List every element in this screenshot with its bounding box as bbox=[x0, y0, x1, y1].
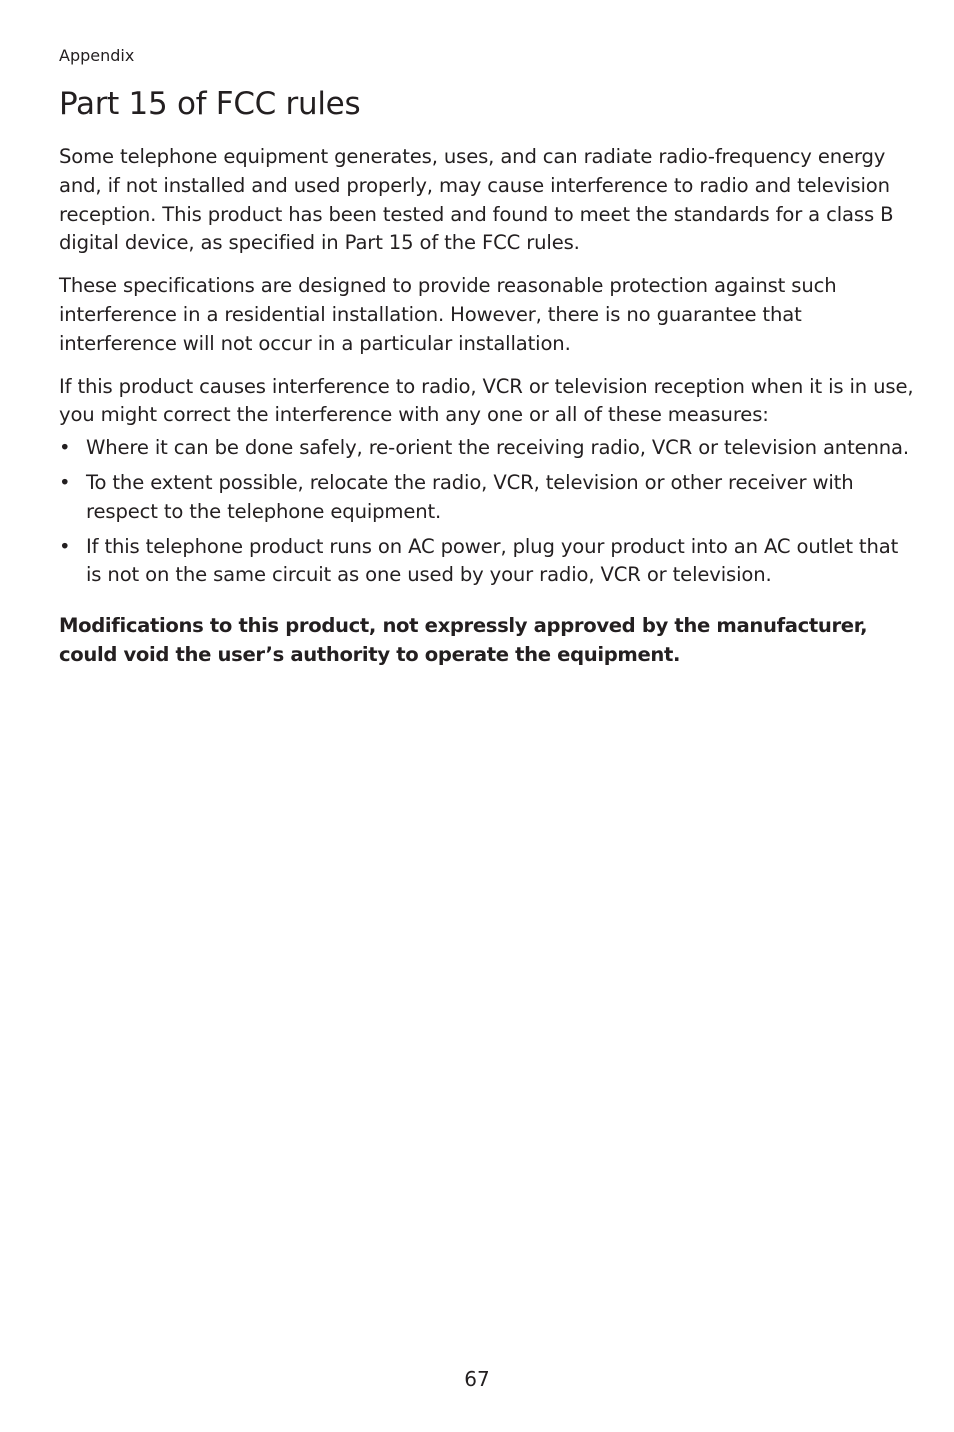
bullet-icon: • bbox=[59, 436, 71, 460]
list-item-text: To the extent possible, relocate the radio, VCR, television or other receiver with respect to the telephone equipment. bbox=[86, 470, 854, 523]
measures-list bbox=[59, 434, 919, 590]
paragraph-specifications: These specifications are designed to provide reasonable protection against such interference in a residential installation. However, there is no guarantee that interference will not occur in a particular installation. bbox=[59, 274, 837, 355]
page-title: Part 15 of FCC rules bbox=[59, 86, 361, 122]
paragraph-measures-intro: If this product causes interference to radio, VCR or television reception when it is in use, you might correct the interference with any one or all of these measures: bbox=[59, 374, 914, 427]
page-content bbox=[59, 143, 919, 684]
modification-warning: Modifications to this product, not expressly approved by the manufacturer, could void the user’s authority to operate the equipment. bbox=[59, 614, 868, 666]
list-item-text: If this telephone product runs on AC power, plug your product into an AC outlet that is not on the same circuit as one used by your radio, VCR or television. bbox=[86, 534, 899, 587]
list-item-text: Where it can be done safely, re-orient the receiving radio, VCR or television antenna. bbox=[86, 436, 909, 460]
list-item bbox=[59, 434, 919, 463]
section-label: Appendix bbox=[59, 46, 135, 65]
bullet-icon: • bbox=[59, 534, 71, 558]
list-item bbox=[59, 533, 919, 591]
page-number: 67 bbox=[464, 1367, 490, 1391]
bullet-icon: • bbox=[59, 470, 71, 494]
list-item bbox=[59, 469, 919, 527]
paragraph-interference: Some telephone equipment generates, uses, and can radiate radio-frequency energy and, if not installed and used properly, may cause interference to radio and television reception. This product has been tested and found to meet the standards for a class B digital device, as specified in Part 15 of the FCC rules. bbox=[59, 145, 894, 255]
